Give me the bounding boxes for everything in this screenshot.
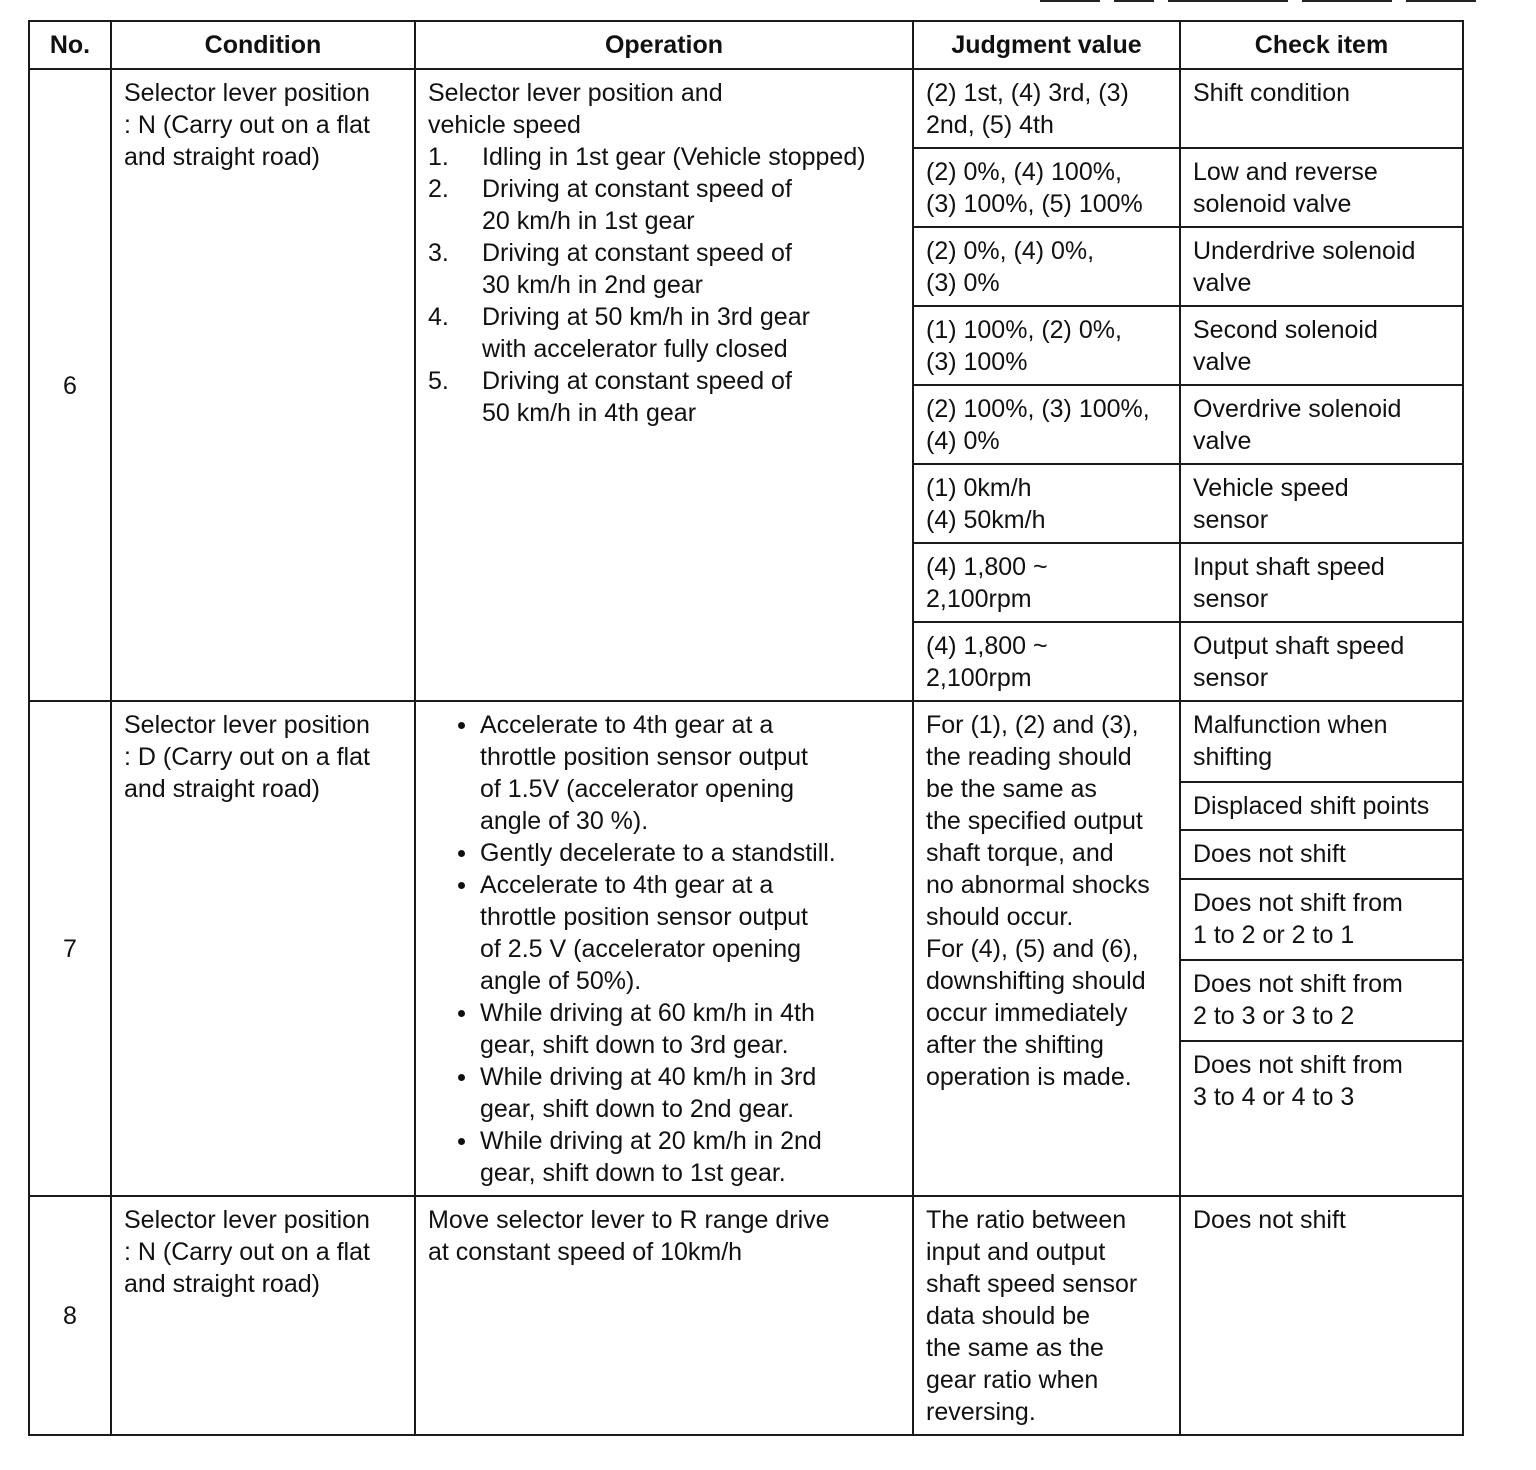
row6-judgment-4: (1) 100%, (2) 0%, (3) 100% bbox=[913, 306, 1180, 385]
list-item bbox=[428, 237, 900, 301]
row7-number: 7 bbox=[29, 701, 111, 1196]
row6-check-8: Output shaft speed sensor bbox=[1180, 622, 1463, 701]
step-text: Idling in 1st gear (Vehicle stopped) bbox=[482, 143, 866, 171]
list-item: Accelerate to 4th gear at a throttle position sensor output of 1.5V (accelerator opening angle of 30 %). bbox=[456, 709, 900, 837]
row6-judgment-1: (2) 1st, (4) 3rd, (3) 2nd, (5) 4th bbox=[913, 69, 1180, 148]
step-text: Driving at constant speed of 50 km/h in 4th gear bbox=[482, 367, 792, 427]
row7-condition: Selector lever position : D (Carry out on a flat and straight road) bbox=[111, 701, 415, 1196]
table-row-6 bbox=[29, 69, 1463, 148]
row6-operation-intro: Selector lever position and vehicle speed bbox=[428, 79, 723, 139]
row6-check-2: Low and reverse solenoid valve bbox=[1180, 148, 1463, 227]
row6-check-6: Vehicle speed sensor bbox=[1180, 464, 1463, 543]
row6-judgment-6: (1) 0km/h (4) 50km/h bbox=[913, 464, 1180, 543]
list-item bbox=[428, 141, 900, 173]
list-item: Accelerate to 4th gear at a throttle position sensor output of 2.5 V (accelerator opening angle of 50%). bbox=[456, 869, 900, 997]
row6-judgment-8: (4) 1,800 ~ 2,100rpm bbox=[913, 622, 1180, 701]
row8-judgment: The ratio between input and output shaft speed sensor data should be the same as the gear ratio when reversing. bbox=[913, 1196, 1180, 1435]
list-item: While driving at 60 km/h in 4th gear, shift down to 3rd gear. bbox=[456, 997, 900, 1061]
list-item bbox=[428, 365, 900, 429]
row8-number: 8 bbox=[29, 1196, 111, 1435]
row6-judgment-3: (2) 0%, (4) 0%, (3) 0% bbox=[913, 227, 1180, 306]
row6-check-5: Overdrive solenoid valve bbox=[1180, 385, 1463, 464]
row6-check-1: Shift condition bbox=[1180, 69, 1463, 148]
row7-check-4: Does not shift from 1 to 2 or 2 to 1 bbox=[1180, 879, 1463, 960]
table-row-8 bbox=[29, 1196, 1463, 1435]
row7-check-6: Does not shift from 3 to 4 or 4 to 3 bbox=[1180, 1041, 1463, 1196]
step-number: 3. bbox=[428, 239, 449, 267]
step-text: Driving at constant speed of 20 km/h in 1st gear bbox=[482, 175, 792, 235]
row8-condition: Selector lever position : N (Carry out on a flat and straight road) bbox=[111, 1196, 415, 1435]
row7-check-2: Displaced shift points bbox=[1180, 782, 1463, 830]
list-item: Gently decelerate to a standstill. bbox=[456, 837, 900, 869]
row6-operation-steps bbox=[428, 141, 900, 429]
row8-operation: Move selector lever to R range drive at constant speed of 10km/h bbox=[415, 1196, 913, 1435]
header-row bbox=[29, 21, 1463, 69]
step-number: 4. bbox=[428, 303, 449, 331]
row7-operation-bullets bbox=[428, 709, 900, 1189]
step-number: 5. bbox=[428, 367, 449, 395]
row7-check-3: Does not shift bbox=[1180, 830, 1463, 878]
step-text: Driving at constant speed of 30 km/h in 2nd gear bbox=[482, 239, 792, 299]
row7-check-5: Does not shift from 2 to 3 or 3 to 2 bbox=[1180, 960, 1463, 1041]
list-item bbox=[428, 173, 900, 237]
row6-check-4: Second solenoid valve bbox=[1180, 306, 1463, 385]
row6-number: 6 bbox=[29, 69, 111, 701]
row7-operation bbox=[415, 701, 913, 1196]
header-judgment: Judgment value bbox=[913, 21, 1180, 69]
table-row-7 bbox=[29, 701, 1463, 782]
header-condition: Condition bbox=[111, 21, 415, 69]
list-item: While driving at 40 km/h in 3rd gear, shift down to 2nd gear. bbox=[456, 1061, 900, 1125]
row6-check-3: Underdrive solenoid valve bbox=[1180, 227, 1463, 306]
row6-judgment-7: (4) 1,800 ~ 2,100rpm bbox=[913, 543, 1180, 622]
row6-judgment-2: (2) 0%, (4) 100%, (3) 100%, (5) 100% bbox=[913, 148, 1180, 227]
header-no: No. bbox=[29, 21, 111, 69]
header-check: Check item bbox=[1180, 21, 1463, 69]
header-operation: Operation bbox=[415, 21, 913, 69]
step-number: 2. bbox=[428, 175, 449, 203]
list-item: While driving at 20 km/h in 2nd gear, shift down to 1st gear. bbox=[456, 1125, 900, 1189]
page-top-marks bbox=[1040, 0, 1490, 4]
row8-check: Does not shift bbox=[1180, 1196, 1463, 1435]
row6-operation bbox=[415, 69, 913, 701]
row6-condition: Selector lever position : N (Carry out on a flat and straight road) bbox=[111, 69, 415, 701]
row7-check-1: Malfunction when shifting bbox=[1180, 701, 1463, 782]
row6-judgment-5: (2) 100%, (3) 100%, (4) 0% bbox=[913, 385, 1180, 464]
step-number: 1. bbox=[428, 143, 449, 171]
list-item bbox=[428, 301, 900, 365]
row6-check-7: Input shaft speed sensor bbox=[1180, 543, 1463, 622]
step-text: Driving at 50 km/h in 3rd gear with accelerator fully closed bbox=[482, 303, 810, 363]
row7-judgment: For (1), (2) and (3), the reading should be the same as the specified output shaft torque, and no abnormal shocks should occur. For (4), (5) and (6), downshifting should occur immediately after the shifting operation is made. bbox=[913, 701, 1180, 1196]
check-table bbox=[28, 20, 1464, 1436]
